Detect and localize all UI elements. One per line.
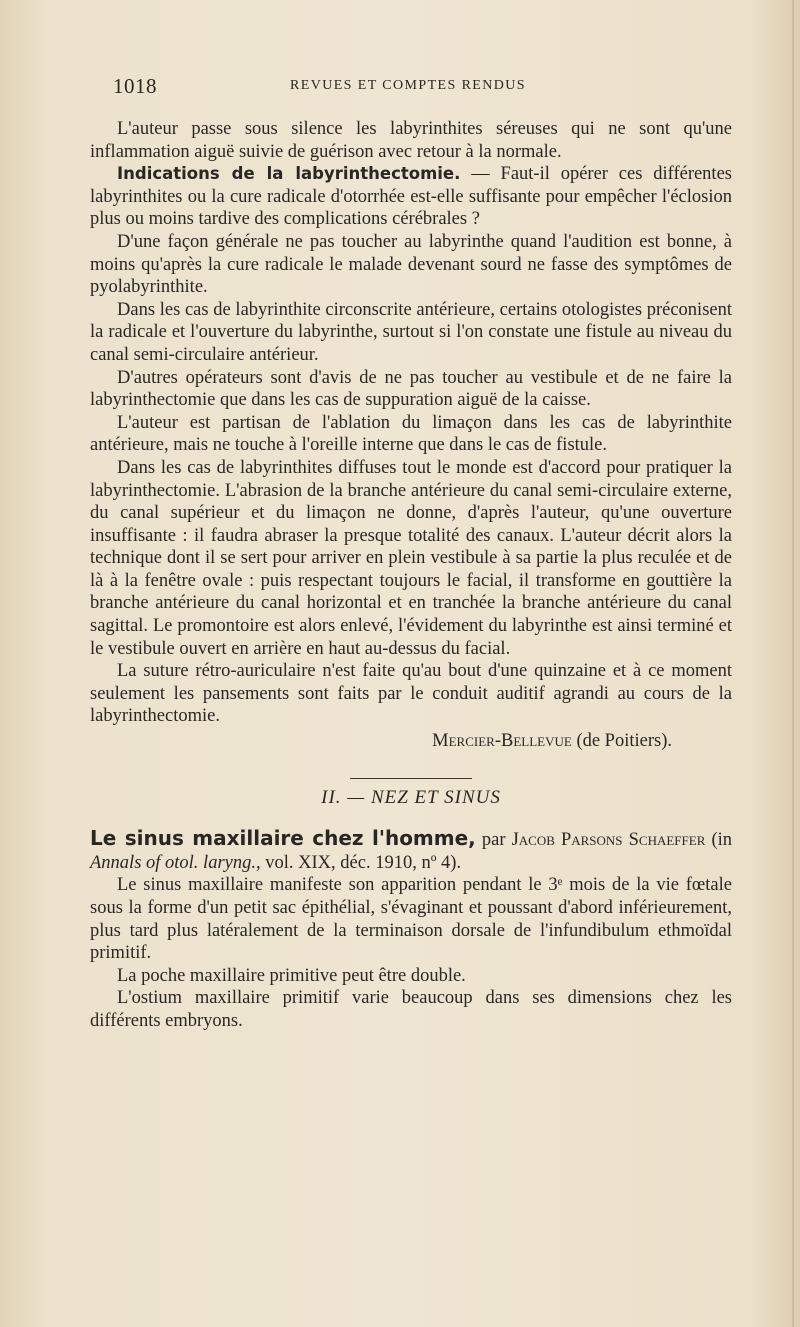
- article-title: Le sinus maxillaire chez l'homme,: [90, 826, 476, 851]
- running-head: REVUES ET COMPTES RENDUS: [290, 78, 526, 93]
- page-header: [0, 74, 800, 98]
- article-ref-open: (in: [711, 830, 733, 851]
- signature-name: Mercier-Bellevue: [432, 731, 572, 752]
- signature-place: (de Poitiers).: [576, 731, 672, 752]
- paragraph: L'ostium maxillaire primitif varie beaucoup dans ses dimensions chez les différents embryons.: [90, 988, 732, 1031]
- paragraph-text: — Faut-il opérer ces différentes labyrinthites ou la cure radicale d'otorrhée est-elle suffisante pour empêcher l'éclosion plus ou moins tardive des complications cérébrales ?: [90, 164, 732, 230]
- subheading-indications: Indications de la labyrinthectomie.: [117, 164, 461, 184]
- paragraph: Dans les cas de labyrinthites diffuses tout le monde est d'accord pour pratiquer la labyrinthectomie. L'abrasion de la branche antérieure du canal semi-circulaire externe, du canal supérieur et du limaçon ne donne, d'après l'auteur, qu'une ouverture insuffisante : il faudra abraser la presque totalité des canaux. L'auteur décrit alors la technique dont il se sert pour arriver en plein vestibule à sa partie la plus reculée et de là à la fenêtre ovale : puis respectant toujours le facial, il transforme en gouttière la branche antérieure du canal horizontal et en tranchée la branche antérieure du canal sagittal. Le promontoire est alors enlevé, l'évidement du labyrinthe est ainsi terminé et le vestibule ouvert en arrière en haut au-dessus du facial.: [90, 457, 732, 659]
- paragraph: Dans les cas de labyrinthite circonscrite antérieure, certains otologistes préconisent la radicale et l'ouverture du labyrinthe, surtout si l'on constate une fistule au niveau du canal semi-circulaire antérieur.: [90, 299, 732, 365]
- article-ref-rest: vol. XIX, déc. 1910, nº 4).: [265, 852, 462, 873]
- paragraph: La poche maxillaire primitive peut être double.: [117, 965, 466, 986]
- article-heading: [90, 827, 732, 874]
- article-author: Jacob Parsons Schaeffer: [511, 830, 706, 851]
- paragraph-indications: [90, 163, 732, 231]
- section-title: II. — NEZ ET SINUS: [321, 786, 501, 808]
- paragraph: D'une façon générale ne pas toucher au labyrinthe quand l'audition est bonne, à moins qu'après la cure radicale le malade devenant sourd ne fasse des symptômes de pyolabyrinthite.: [90, 231, 732, 298]
- section-divider: [350, 778, 472, 779]
- paragraph: L'auteur passe sous silence les labyrinthites séreuses qui ne sont qu'une inflammation aiguë suivie de guérison avec retour à la normale.: [90, 119, 732, 162]
- paragraph: D'autres opérateurs sont d'avis de ne pas toucher au vestibule et de ne faire la labyrinthectomie que dans les cas de suppuration aiguë de la caisse.: [90, 367, 732, 411]
- page-edge-shadow: [792, 0, 794, 1327]
- signature: [90, 730, 672, 753]
- page-body: [90, 118, 732, 1033]
- page-number: 1018: [113, 74, 157, 98]
- paragraph: La suture rétro-auriculaire n'est faite qu'au bout d'une quinzaine et à ce moment seulement les pansements sont faits par le conduit auditif agrandi au cours de la labyrinthectomie.: [90, 661, 732, 727]
- article-by: par: [481, 830, 506, 851]
- paragraph: L'auteur est partisan de l'ablation du limaçon dans les cas de labyrinthite antérieure, mais ne touche à l'oreille interne que dans le cas de fistule.: [90, 412, 732, 456]
- article-journal: Annals of otol. laryng.,: [90, 852, 261, 873]
- paragraph: Le sinus maxillaire manifeste son apparition pendant le 3ᵉ mois de la vie fœtale sous la forme d'un petit sac épithélial, s'évaginant et poussant d'abord inférieurement, plus tard plus latéralement de la terminaison dorsale de l'infundibulum ethmoïdal primitif.: [90, 875, 732, 964]
